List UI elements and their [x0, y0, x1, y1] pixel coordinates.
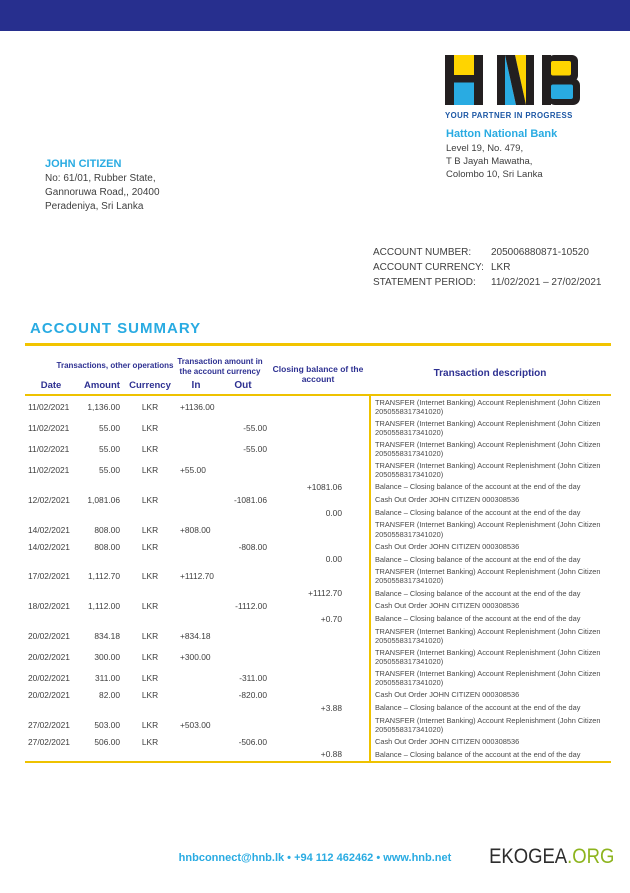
table-body: [25, 396, 611, 763]
cell-date: 11/02/2021: [28, 401, 70, 412]
table-row: [25, 438, 611, 459]
cell-out: -506.00: [238, 736, 267, 747]
table-row: [25, 519, 611, 540]
table-row: [25, 689, 611, 702]
description-divider-rule: [369, 396, 371, 761]
cell-amount: 503.00: [94, 719, 120, 730]
account-info-block: [373, 245, 601, 290]
account-currency-label: ACCOUNT CURRENCY:: [373, 262, 484, 273]
cell-currency: LKR: [141, 719, 159, 730]
header-transactions-group: Transactions, other operations: [56, 360, 174, 370]
cell-desc: TRANSFER (Internet Banking) Account Replenishment (John Citizen 2050558317341020): [375, 626, 601, 645]
hnb-logo-icon: [445, 55, 580, 105]
cell-currency: LKR: [141, 401, 159, 412]
cell-amount: 55.00: [99, 444, 120, 454]
cell-currency: LKR: [141, 465, 159, 476]
bank-address-block: [446, 128, 557, 181]
cell-desc: Cash Out Order JOHN CITIZEN 000308536: [375, 737, 520, 747]
cell-in: +300.00: [180, 651, 211, 662]
table-row: [25, 566, 611, 587]
statement-period-label: STATEMENT PERIOD:: [373, 277, 476, 288]
table-row: [25, 701, 611, 714]
bank-address-line: T B Jayah Mawatha,: [446, 156, 533, 167]
cell-amount: 82.00: [99, 689, 120, 700]
cell-date: 27/02/2021: [28, 719, 70, 730]
account-currency-value: LKR: [491, 262, 511, 273]
cell-desc: TRANSFER (Internet Banking) Account Replenishment (John Citizen 2050558317341020): [375, 647, 601, 666]
cell-closing: +0.70: [320, 613, 342, 624]
bank-address-line: Level 19, No. 479,: [446, 143, 524, 154]
cell-currency: LKR: [141, 689, 159, 700]
cell-currency: LKR: [141, 651, 159, 662]
cell-date: 11/02/2021: [28, 444, 70, 454]
cell-desc: Balance – Closing balance of the account at the end of the day: [375, 749, 581, 759]
cell-currency: LKR: [141, 736, 159, 747]
hnb-logo-block: [445, 55, 595, 120]
cell-desc: Balance – Closing balance of the account at the end of the day: [375, 614, 581, 624]
cell-currency: LKR: [141, 630, 159, 641]
cell-amount: 834.18: [94, 630, 120, 641]
table-row: [25, 646, 611, 667]
watermark: [489, 845, 614, 869]
table-row: [25, 460, 611, 481]
account-number-value: 205006880871-10520: [491, 247, 589, 258]
cell-date: 11/02/2021: [28, 465, 70, 476]
cell-amount: 1,112.00: [88, 601, 120, 612]
cell-closing: +1081.06: [306, 482, 342, 493]
cell-date: 20/02/2021: [28, 651, 70, 662]
table-row: [25, 667, 611, 688]
cell-closing: 0.00: [325, 554, 342, 565]
customer-name: JOHN CITIZEN: [45, 158, 122, 170]
cell-date: 20/02/2021: [28, 630, 70, 641]
cell-in: +808.00: [180, 524, 211, 535]
cell-date: 12/02/2021: [28, 494, 70, 505]
cell-desc: Balance – Closing balance of the account at the end of the day: [375, 508, 581, 518]
table-row: [25, 417, 611, 438]
cell-desc: Cash Out Order JOHN CITIZEN 000308536: [375, 690, 520, 700]
cell-in: +1136.00: [180, 401, 215, 412]
cell-out: -808.00: [238, 541, 267, 552]
customer-address-block: [45, 158, 160, 214]
statement-period-value: 11/02/2021 – 27/02/2021: [491, 277, 602, 288]
cell-closing: +3.88: [320, 702, 342, 713]
cell-date: 14/02/2021: [28, 541, 70, 552]
bank-name: Hatton National Bank: [446, 128, 558, 140]
customer-address-line: Gannoruwa Road,, 20400: [45, 187, 160, 198]
cell-amount: 1,081.06: [87, 494, 120, 505]
cell-amount: 311.00: [95, 673, 120, 683]
cell-out: -311.00: [239, 673, 267, 683]
cell-currency: LKR: [141, 444, 159, 454]
cell-amount: 808.00: [94, 541, 120, 552]
bank-address-line: Colombo 10, Sri Lanka: [446, 169, 543, 180]
column-header-date: Date: [40, 380, 62, 392]
cell-amount: 55.00: [99, 465, 120, 476]
header-transaction-description: Transaction description: [433, 368, 547, 380]
cell-currency: LKR: [141, 601, 159, 612]
cell-out: -55.00: [243, 422, 267, 433]
cell-currency: LKR: [141, 571, 159, 582]
cell-desc: Cash Out Order JOHN CITIZEN 000308536: [375, 601, 520, 611]
cell-date: 20/02/2021: [28, 689, 70, 700]
cell-desc: TRANSFER (Internet Banking) Account Replenishment (John Citizen 2050558317341020): [375, 418, 601, 437]
customer-address-line: Peradeniya, Sri Lanka: [45, 201, 144, 212]
cell-desc: TRANSFER (Internet Banking) Account Replenishment (John Citizen 2050558317341020): [375, 668, 601, 687]
cell-amount: 300.00: [94, 651, 120, 662]
statement-period-row: [373, 275, 601, 290]
cell-desc: Balance – Closing balance of the account at the end of the day: [375, 482, 581, 492]
table-row: [25, 553, 611, 566]
cell-closing: +0.88: [320, 749, 342, 760]
cell-desc: TRANSFER (Internet Banking) Account Replenishment (John Citizen 2050558317341020): [375, 567, 601, 586]
cell-closing: 0.00: [325, 507, 342, 518]
table-row: [25, 625, 611, 646]
cell-amount: 506.00: [94, 736, 120, 747]
header-amount-currency-group: Transaction amount in the account currency: [177, 357, 263, 376]
table-row: [25, 714, 611, 735]
cell-currency: LKR: [141, 494, 159, 505]
table-row: [25, 612, 611, 625]
cell-desc: TRANSFER (Internet Banking) Account Replenishment (John Citizen 2050558317341020): [375, 439, 601, 458]
cell-date: 27/02/2021: [28, 736, 70, 747]
cell-out: -820.00: [238, 689, 267, 700]
header-closing-balance: Closing balance of the account: [272, 363, 364, 385]
account-number-row: [373, 245, 601, 260]
table-row: [25, 735, 611, 748]
top-navy-bar: [0, 0, 630, 31]
column-header-out: Out: [234, 380, 252, 392]
table-row: [25, 540, 611, 553]
cell-out: -1081.06: [233, 494, 267, 505]
account-currency-row: [373, 260, 601, 275]
cell-out: -1112.00: [235, 601, 267, 612]
watermark-name: EKOGEA: [488, 845, 567, 868]
cell-desc: TRANSFER (Internet Banking) Account Replenishment (John Citizen 2050558317341020): [375, 460, 601, 480]
cell-desc: Cash Out Order JOHN CITIZEN 000308536: [375, 541, 520, 551]
cell-amount: 55.00: [99, 422, 120, 433]
account-summary-title: ACCOUNT SUMMARY: [30, 320, 202, 337]
cell-desc: Balance – Closing balance of the account at the end of the day: [375, 588, 581, 598]
summary-underline-rule: [25, 343, 611, 346]
table-row: [25, 600, 611, 613]
footer-contact: hnbconnect@hnb.lk • +94 112 462462 • www.hnb.net: [178, 852, 452, 864]
cell-date: 11/02/2021: [28, 422, 70, 433]
brand-tagline: YOUR PARTNER IN PROGRESS: [445, 111, 573, 120]
cell-desc: TRANSFER (Internet Banking) Account Replenishment (John Citizen 2050558317341020): [375, 715, 601, 734]
cell-date: 18/02/2021: [28, 601, 70, 612]
table-row: [25, 506, 611, 519]
cell-currency: LKR: [141, 541, 159, 552]
cell-in: +503.00: [180, 719, 211, 730]
table-row: [25, 748, 611, 761]
customer-address-line: No: 61/01, Rubber State,: [45, 173, 156, 184]
table-row: [25, 493, 611, 506]
column-header-currency: Currency: [129, 380, 171, 392]
cell-desc: TRANSFER (Internet Banking) Account Replenishment (John Citizen 2050558317341020): [375, 520, 601, 539]
cell-currency: LKR: [141, 422, 159, 433]
cell-amount: 808.00: [94, 524, 120, 535]
column-header-amount: Amount: [84, 380, 120, 392]
cell-desc: TRANSFER (Internet Banking) Account Replenishment (John Citizen 2050558317341020): [375, 397, 601, 416]
cell-desc: Cash Out Order JOHN CITIZEN 000308536: [375, 495, 520, 505]
table-row: [25, 481, 611, 494]
cell-date: 14/02/2021: [28, 524, 70, 535]
cell-desc: Balance – Closing balance of the account at the end of the day: [375, 703, 581, 713]
cell-date: 20/02/2021: [28, 673, 70, 683]
cell-closing: +1112.70: [308, 588, 342, 599]
cell-in: +834.18: [180, 630, 211, 641]
cell-in: +1112.70: [180, 571, 214, 582]
account-number-label: ACCOUNT NUMBER:: [373, 247, 472, 258]
cell-currency: LKR: [141, 524, 159, 535]
cell-in: +55.00: [180, 465, 206, 476]
transactions-table: [25, 352, 611, 763]
cell-date: 17/02/2021: [28, 571, 70, 582]
table-header: [25, 352, 611, 396]
cell-amount: 1,112.70: [88, 571, 120, 582]
cell-out: -55.00: [243, 444, 267, 454]
table-row: [25, 587, 611, 600]
table-row: [25, 396, 611, 417]
cell-amount: 1,136.00: [87, 401, 120, 412]
column-header-in: In: [191, 380, 201, 392]
cell-currency: LKR: [141, 673, 159, 683]
watermark-tld: .ORG: [566, 845, 614, 868]
cell-desc: Balance – Closing balance of the account at the end of the day: [375, 554, 581, 564]
